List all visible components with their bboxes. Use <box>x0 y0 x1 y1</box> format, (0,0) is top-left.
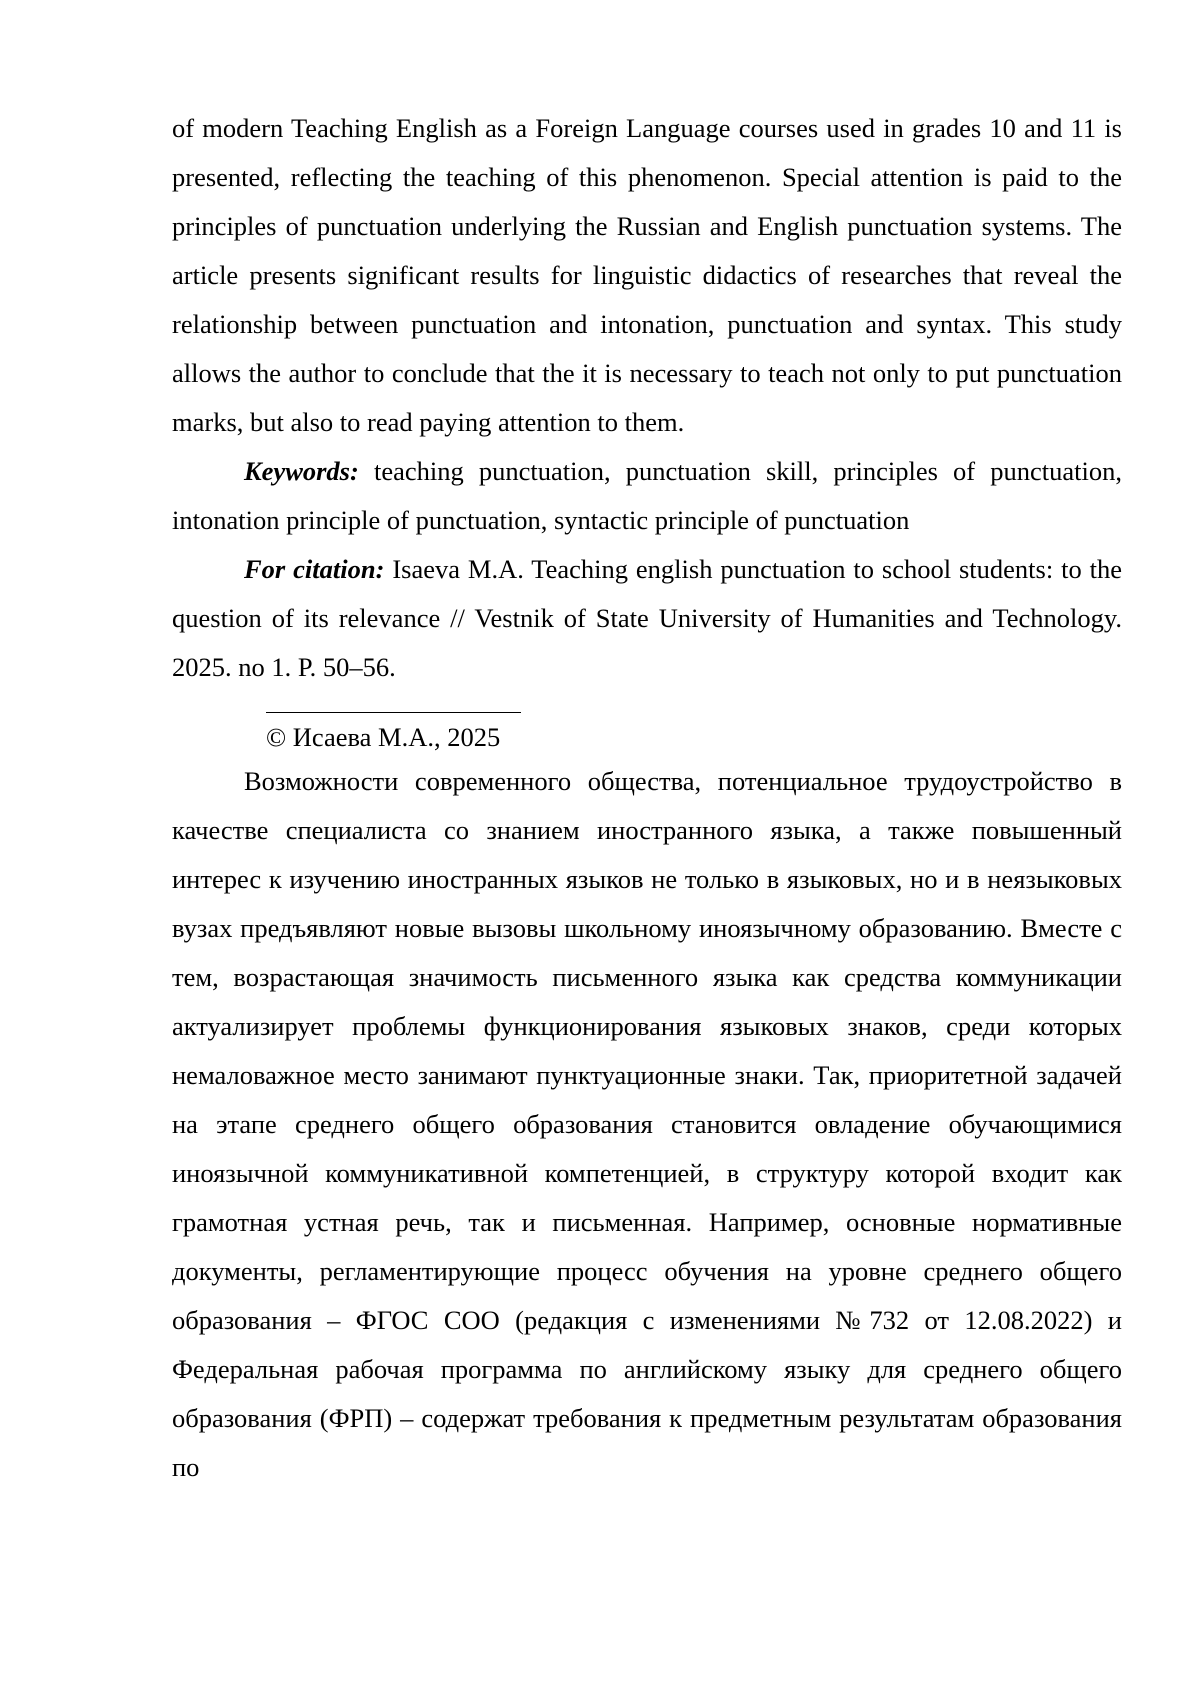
copyright-notice: © Исаева М.А., 2025 <box>266 722 501 752</box>
abstract-paragraph: of modern Teaching English as a Foreign Language courses used in grades 10 and 11 is presented, reflecting the teaching of this phenomenon. Special attention is paid to the principles of punctuation underlying the Russian and English punctuation systems. The article presents significant results for linguistic didactics of researches that reveal the relationship between punctuation and intonation, punctuation and syntax. This study allows the author to conclude that the it is necessary to teach not only to put punctuation marks, but also to read paying attention to them. <box>172 113 1122 437</box>
keywords-label: Keywords: <box>244 456 359 486</box>
citation-paragraph <box>172 545 1122 692</box>
document-page <box>172 104 1122 1492</box>
footnote-divider <box>266 712 521 713</box>
citation-label: For citation: <box>244 554 385 584</box>
keywords-text: teaching punctuation, punctuation skill, principles of punctuation, intonation principle of punctuation, syntactic principle of punctuation <box>172 456 1122 535</box>
keywords-paragraph <box>172 447 1122 545</box>
body-paragraph: Возможности современного общества, потенциальное трудоустройство в качестве специалиста со знанием иностранного языка, а также повышенный интерес к изучению иностранных языков не только в языковых, но и в неязыковых вузах предъявляют новые вызовы школьному иноязычному образованию. Вместе с тем, возрастающая значимость письменного языка как средства коммуникации актуализирует проблемы функционирования языковых знаков, среди которых немаловажное место занимают пунктуационные знаки. Так, приоритетной задачей на этапе среднего общего образования становится овладение обучающимися иноязычной коммуникативной компетенцией, в структуру которой входит как грамотная устная речь, так и письменная. Например, основные нормативные документы, регламентирующие процесс обучения на уровне среднего общего образования – ФГОС СОО (редакция с изменениями №732 от 12.08.2022) и Федеральная рабочая программа по английскому языку для среднего общего образования (ФРП) – содержат требования к предметным результатам образования по <box>172 766 1122 1482</box>
footnote <box>266 712 1122 757</box>
citation-text: Isaeva M.A. Teaching english punctuation to school students: to the question of its relevance // Vestnik of State University of Humanities and Technology. 2025. no 1. P. 50–56. <box>172 554 1122 682</box>
